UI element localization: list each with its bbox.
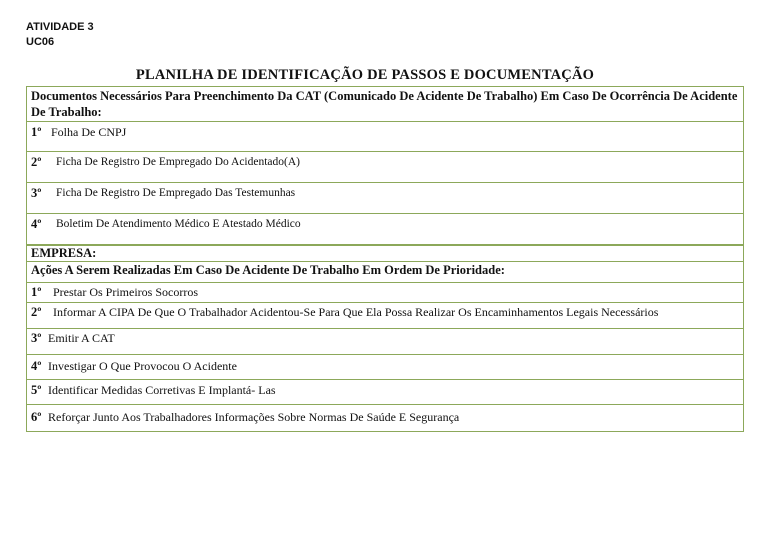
item-number: 6º bbox=[31, 410, 42, 424]
documents-heading: Documentos Necessários Para Preenchimento Da CAT (Comunicado De Acidente De Trabalho) Em Caso De Ocorrência De Acidente De Trabalho: bbox=[27, 87, 743, 122]
page-title: PLANILHA DE IDENTIFICAÇÃO DE PASSOS E DOCUMENTAÇÃO bbox=[135, 67, 595, 83]
item-number: 3º bbox=[31, 186, 42, 200]
item-text: Ficha De Registro De Empregado Das Testemunhas bbox=[56, 187, 296, 199]
action-item bbox=[27, 303, 743, 329]
action-item bbox=[27, 329, 743, 355]
item-number: 2º bbox=[31, 155, 42, 169]
action-item bbox=[27, 380, 743, 405]
item-number: 1º bbox=[31, 125, 42, 139]
item-number: 5º bbox=[31, 383, 42, 397]
item-number: 2º bbox=[31, 305, 42, 319]
item-text: Reforçar Junto Aos Trabalhadores Informações Sobre Normas De Saúde E Segurança bbox=[48, 410, 460, 424]
document-item bbox=[27, 214, 743, 246]
item-number: 1º bbox=[31, 285, 42, 299]
item-number: 4º bbox=[31, 217, 42, 231]
item-text: Folha De CNPJ bbox=[51, 125, 127, 139]
activity-label: ATIVIDADE 3 bbox=[26, 21, 94, 33]
document-header bbox=[26, 20, 94, 50]
item-text: Investigar O Que Provocou O Acidente bbox=[48, 359, 237, 373]
action-item bbox=[27, 405, 743, 431]
item-text: Informar A CIPA De Que O Trabalhador Acidentou-Se Para Que Ela Possa Realizar Os Encaminhamentos Legais Necessários bbox=[53, 305, 659, 319]
item-text: Boletim De Atendimento Médico E Atestado Médico bbox=[56, 218, 301, 230]
item-number: 4º bbox=[31, 359, 42, 373]
action-item bbox=[27, 355, 743, 380]
actions-heading: Ações A Serem Realizadas Em Caso De Acidente De Trabalho Em Ordem De Prioridade: bbox=[27, 262, 743, 283]
action-item bbox=[27, 283, 743, 303]
document-item bbox=[27, 122, 743, 152]
identification-table bbox=[26, 86, 744, 432]
item-text: Identificar Medidas Corretivas E Implantá- Las bbox=[48, 383, 276, 397]
item-number: 3º bbox=[31, 331, 42, 345]
document-item bbox=[27, 183, 743, 214]
item-text: Prestar Os Primeiros Socorros bbox=[53, 285, 198, 299]
item-text: Ficha De Registro De Empregado Do Acidentado(A) bbox=[56, 156, 300, 168]
document-item bbox=[27, 152, 743, 183]
unit-label: UC06 bbox=[26, 36, 55, 48]
company-label: EMPRESA: bbox=[27, 246, 743, 262]
item-text: Emitir A CAT bbox=[48, 331, 115, 345]
